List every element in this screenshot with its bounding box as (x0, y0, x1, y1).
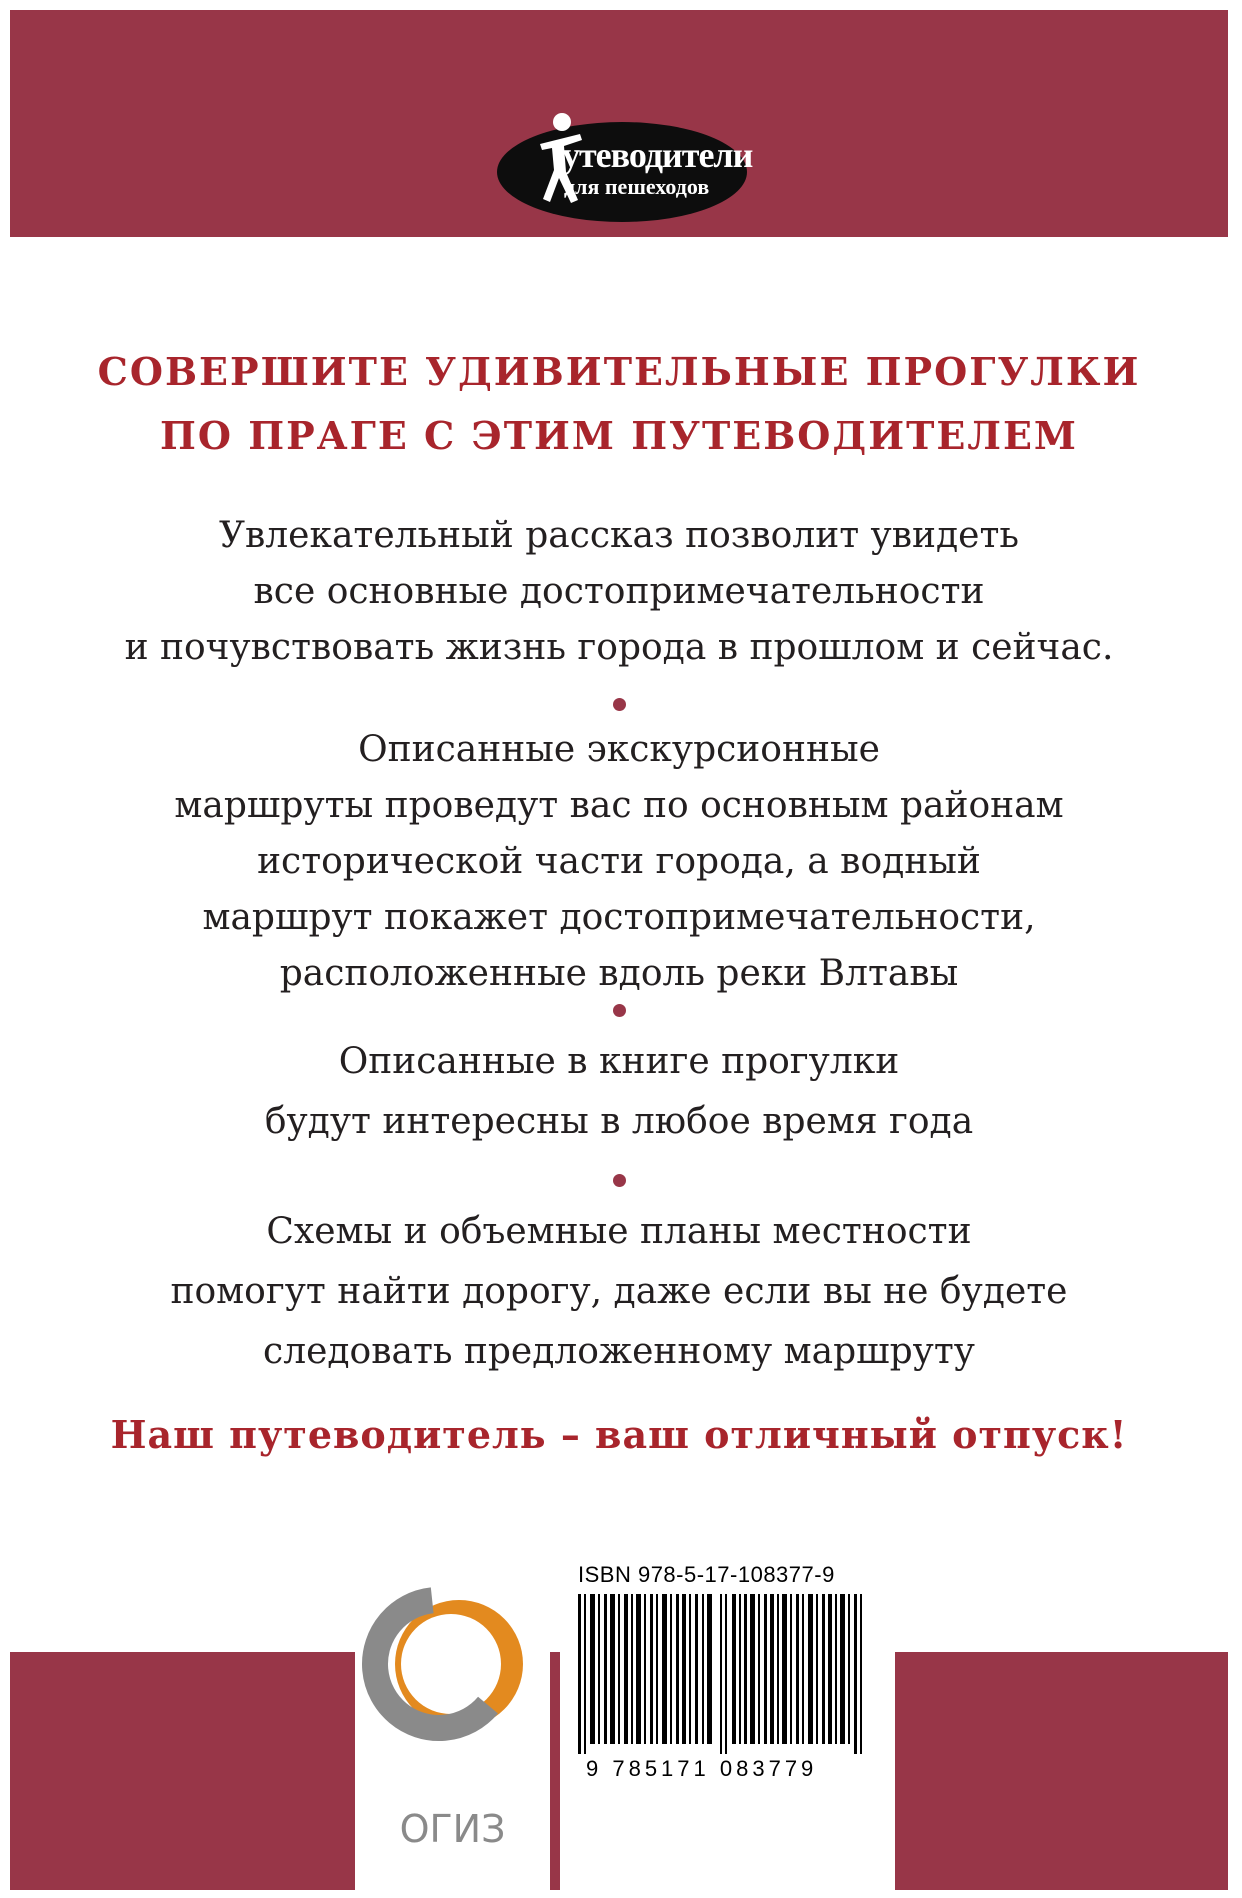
publisher-logo-block (355, 1552, 550, 1890)
barcode-digits: 9 785171 083779 (586, 1756, 818, 1781)
bullet-dot (613, 1174, 626, 1187)
headline (10, 340, 1228, 468)
bullet-dot (613, 1004, 626, 1017)
text-line: помогут найти дорогу, даже если вы не будете (170, 1271, 1068, 1312)
text-line: маршрут покажет достопримечательности, (202, 897, 1036, 938)
paragraph-overview (10, 508, 1228, 676)
paragraph-routes (10, 722, 1228, 1002)
text-line: будут интересны в любое время года (264, 1101, 974, 1142)
isbn-block (560, 1552, 895, 1890)
paragraph-maps (10, 1202, 1228, 1382)
text-line: Описанные в книге прогулки (338, 1041, 900, 1082)
text-line: все основные достопримечательности (253, 571, 985, 612)
publisher-name: ОГИЗ (399, 1807, 506, 1851)
paragraph-seasons (10, 1032, 1228, 1152)
text-line: Описанные экскурсионные (358, 729, 880, 770)
text-line: следовать предложенному маршруту (263, 1331, 975, 1372)
isbn-label: ISBN 978-5-17-108377-9 (578, 1562, 835, 1587)
text-line: расположенные вдоль реки Влтавы (279, 953, 959, 994)
headline-line: ПО ПРАГЕ С ЭТИМ ПУТЕВОДИТЕЛЕМ (160, 413, 1078, 458)
closing-slogan: Наш путеводитель – ваш отличный отпуск! (110, 1412, 1128, 1457)
ogiz-ring-logo-icon (355, 1572, 550, 1772)
text-line: Увлекательный рассказ позволит увидеть (219, 515, 1019, 556)
book-back-cover (10, 10, 1228, 1890)
text-line: маршруты проведут вас по основным районам (174, 785, 1064, 826)
top-color-band (10, 10, 1228, 237)
text-line: и почувствовать жизнь города в прошлом и сейчас. (124, 627, 1114, 668)
bullet-dot (613, 698, 626, 711)
text-line: исторической части города, а водный (257, 841, 981, 882)
barcode-icon (576, 1594, 876, 1754)
text-line: Схемы и объемные планы местности (266, 1211, 972, 1252)
series-logo (492, 110, 762, 228)
series-title: утеводители (562, 135, 753, 175)
series-subtitle: для пешеходов (564, 174, 710, 199)
headline-line: СОВЕРШИТЕ УДИВИТЕЛЬНЫЕ ПРОГУЛКИ (97, 349, 1141, 394)
